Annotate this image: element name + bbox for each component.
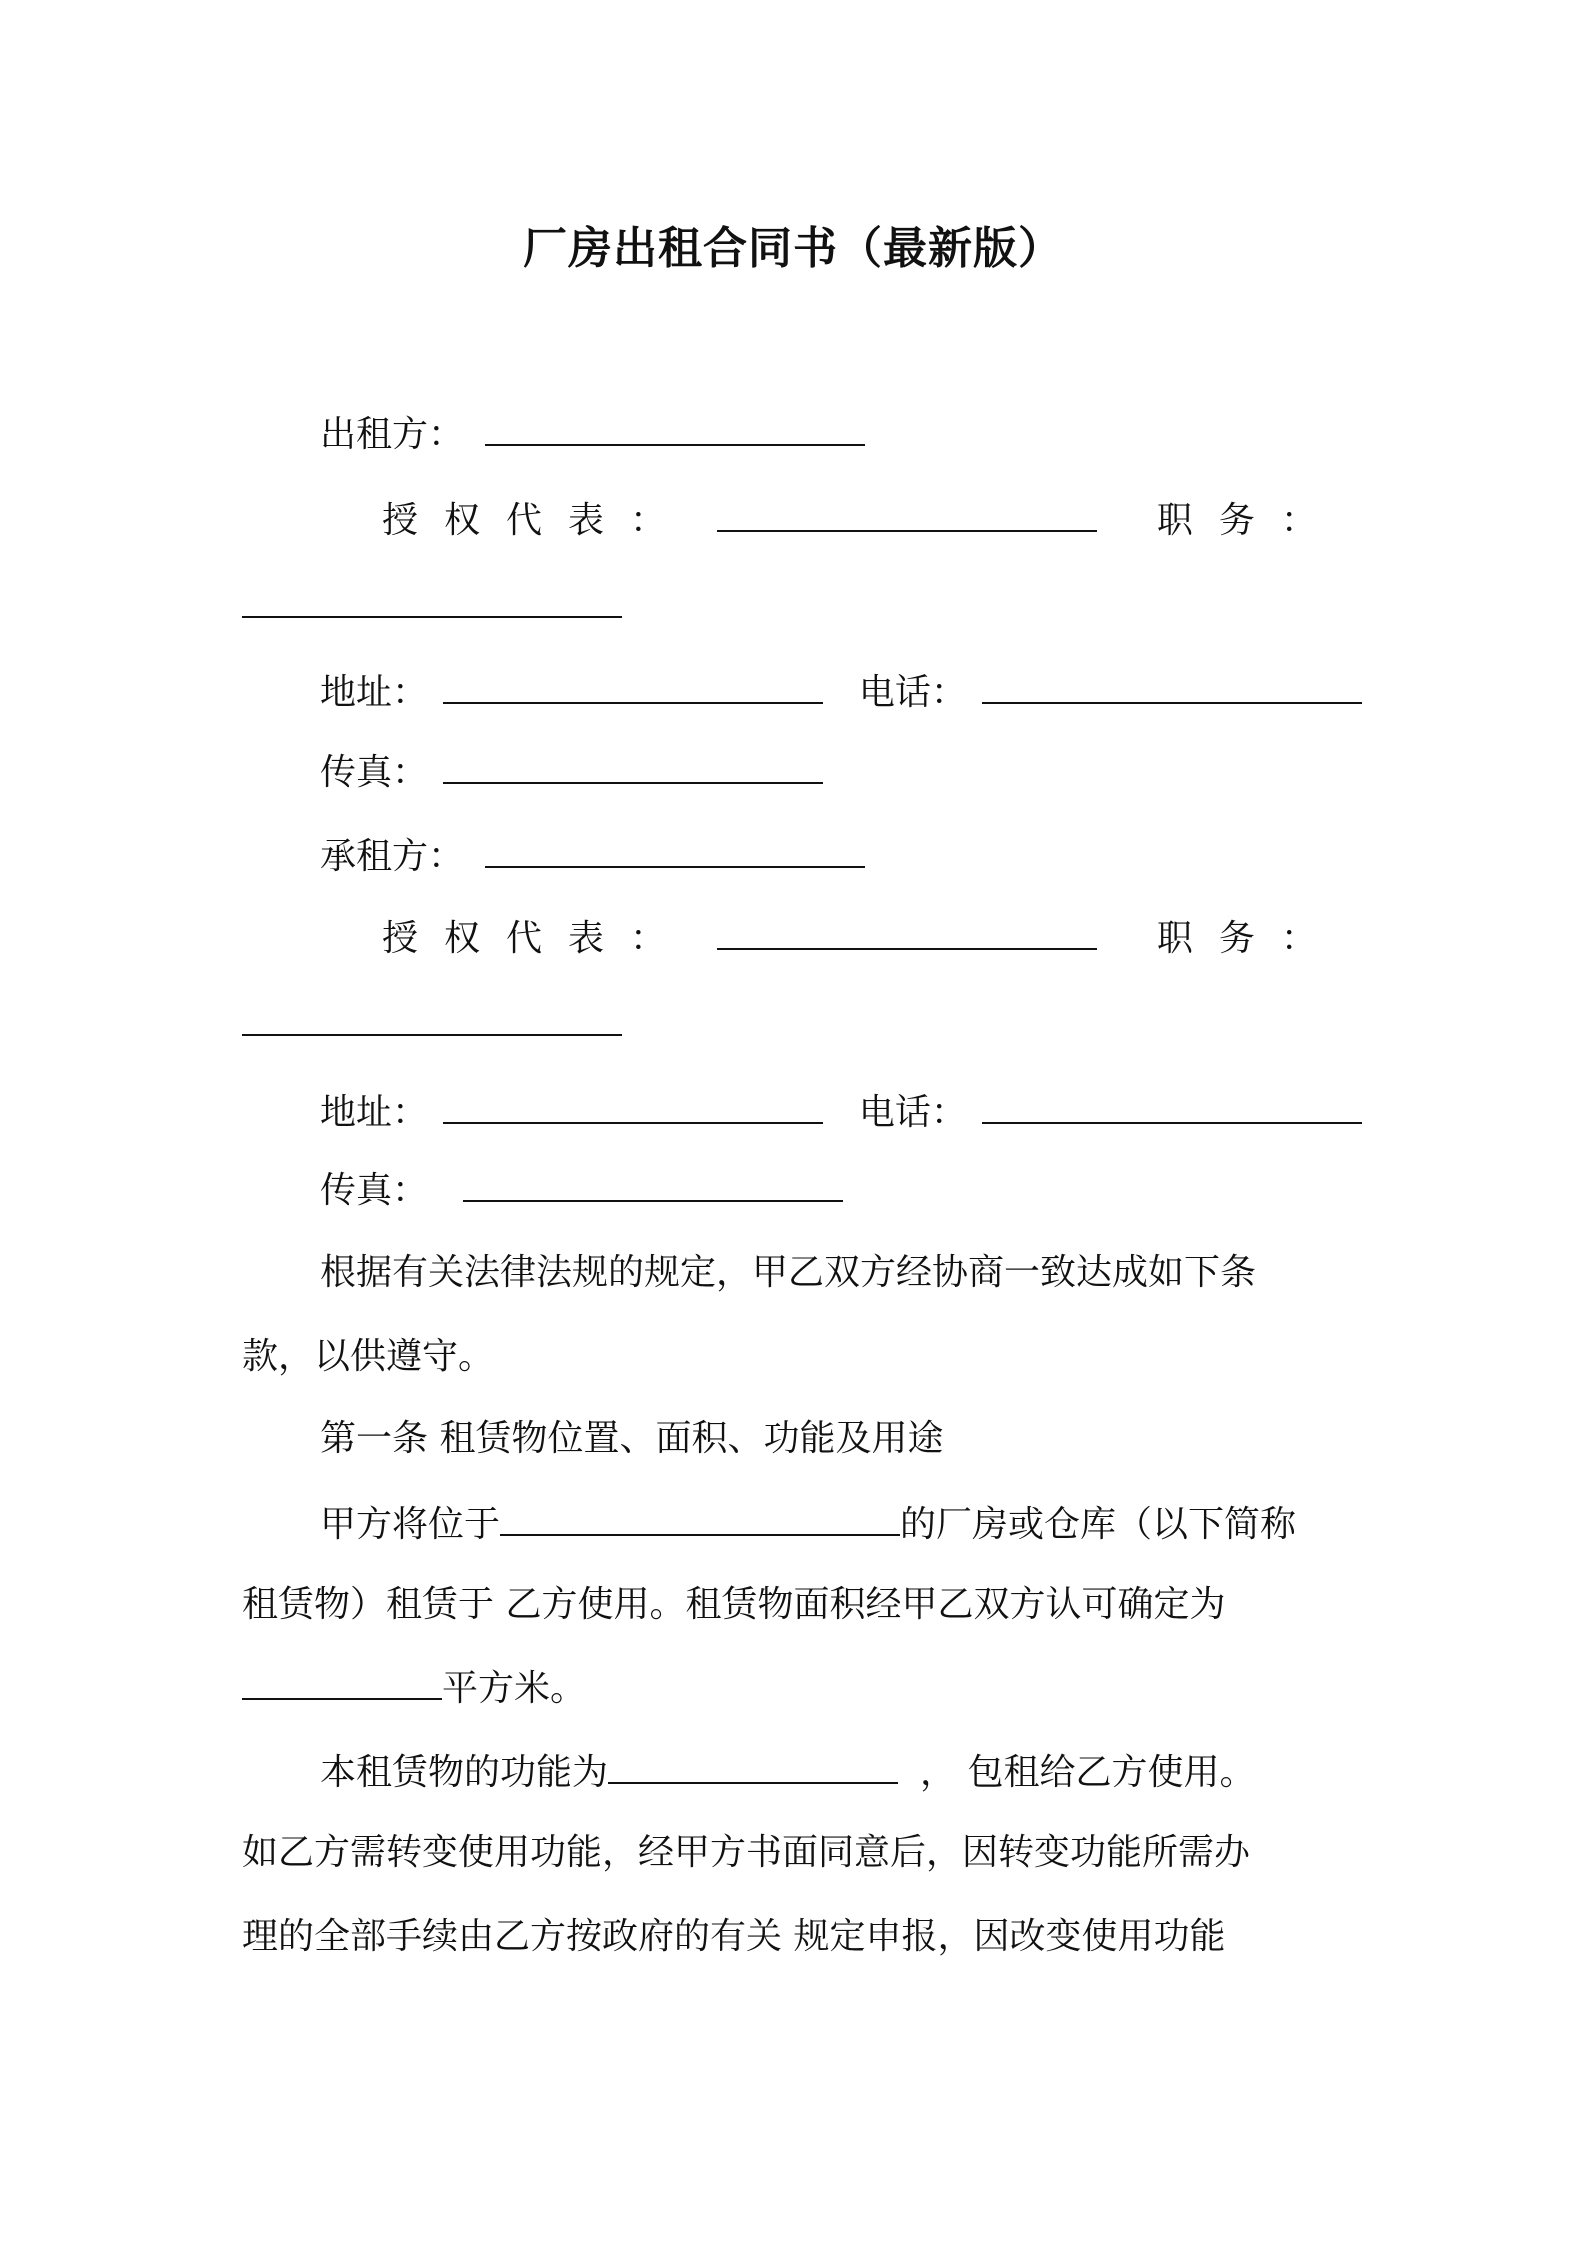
article1-p1-line2: 租赁物）租赁于 乙方使用。租赁物面积经甲乙双方认可确定为 bbox=[242, 1584, 1226, 1625]
article1-p2-b: ， 包租给乙方使用。 bbox=[920, 1752, 1256, 1793]
article1-p1-line3-suffix: 平方米。 bbox=[442, 1668, 587, 1709]
lessor-fax-line bbox=[320, 748, 823, 796]
lessor-line bbox=[320, 410, 865, 458]
intro-line-1: 根据有关法律法规的规定，甲乙双方经协商一致达成如下条 bbox=[320, 1252, 1257, 1293]
article1-p1-line3 bbox=[242, 1664, 586, 1712]
article1-p2-a: 本租赁物的功能为 bbox=[320, 1752, 609, 1793]
lessee-fax-field[interactable] bbox=[463, 1166, 843, 1202]
lessor-rep-line bbox=[382, 496, 1343, 544]
lessor-address-field[interactable] bbox=[443, 668, 823, 704]
lessee-address-label: 地址： bbox=[320, 1092, 429, 1133]
lessee-rep-field[interactable] bbox=[717, 914, 1097, 950]
lessor-position-label: 职务： bbox=[1156, 500, 1343, 541]
lessor-name-field[interactable] bbox=[485, 410, 865, 446]
lessor-address-label: 地址： bbox=[320, 672, 429, 713]
lessee-label: 承租方： bbox=[320, 836, 465, 877]
lessee-phone-field[interactable] bbox=[982, 1088, 1362, 1124]
article1-heading: 第一条 租赁物位置、面积、功能及用途 bbox=[320, 1418, 944, 1459]
lessor-fax-label: 传真： bbox=[320, 752, 429, 793]
location-field[interactable] bbox=[500, 1500, 900, 1536]
function-field[interactable] bbox=[608, 1748, 898, 1784]
page-title: 厂房出租合同书（最新版） bbox=[523, 223, 1063, 274]
lessor-fax-field[interactable] bbox=[443, 748, 823, 784]
article1-p2-line2: 如乙方需转变使用功能，经甲方书面同意后，因转变功能所需办 bbox=[242, 1832, 1251, 1873]
lessee-position-field[interactable] bbox=[242, 1000, 622, 1036]
lessor-phone-field[interactable] bbox=[982, 668, 1362, 704]
lessor-address-line bbox=[320, 668, 1362, 716]
article1-p2-line1 bbox=[320, 1748, 1255, 1796]
lessor-label: 出租方： bbox=[320, 414, 465, 455]
lessor-rep-field[interactable] bbox=[717, 496, 1097, 532]
lessee-phone-label: 电话： bbox=[858, 1092, 967, 1133]
lessee-address-field[interactable] bbox=[443, 1088, 823, 1124]
lessor-rep-label: 授权代表： bbox=[382, 500, 693, 541]
intro-line-2: 款，以供遵守。 bbox=[242, 1336, 495, 1377]
lessee-address-line bbox=[320, 1088, 1362, 1136]
lessee-rep-label: 授权代表： bbox=[382, 918, 693, 959]
lessee-fax-label: 传真： bbox=[320, 1170, 429, 1211]
area-field[interactable] bbox=[242, 1664, 442, 1700]
lessee-position-line bbox=[242, 1000, 622, 1048]
lessor-position-line bbox=[242, 582, 622, 630]
lessor-position-field[interactable] bbox=[242, 582, 622, 618]
lessee-position-label: 职务： bbox=[1156, 918, 1343, 959]
article1-p1-b: 的厂房或仓库（以下简称 bbox=[900, 1504, 1297, 1545]
article1-p1-a: 甲方将位于 bbox=[320, 1504, 501, 1545]
article1-p1-line1 bbox=[320, 1500, 1296, 1548]
lessee-fax-line bbox=[320, 1166, 843, 1214]
lessee-rep-line bbox=[382, 914, 1343, 962]
lessee-line bbox=[320, 832, 865, 880]
lessee-name-field[interactable] bbox=[485, 832, 865, 868]
lessor-phone-label: 电话： bbox=[858, 672, 967, 713]
article1-p2-line3: 理的全部手续由乙方按政府的有关 规定申报，因改变使用功能 bbox=[242, 1916, 1226, 1957]
